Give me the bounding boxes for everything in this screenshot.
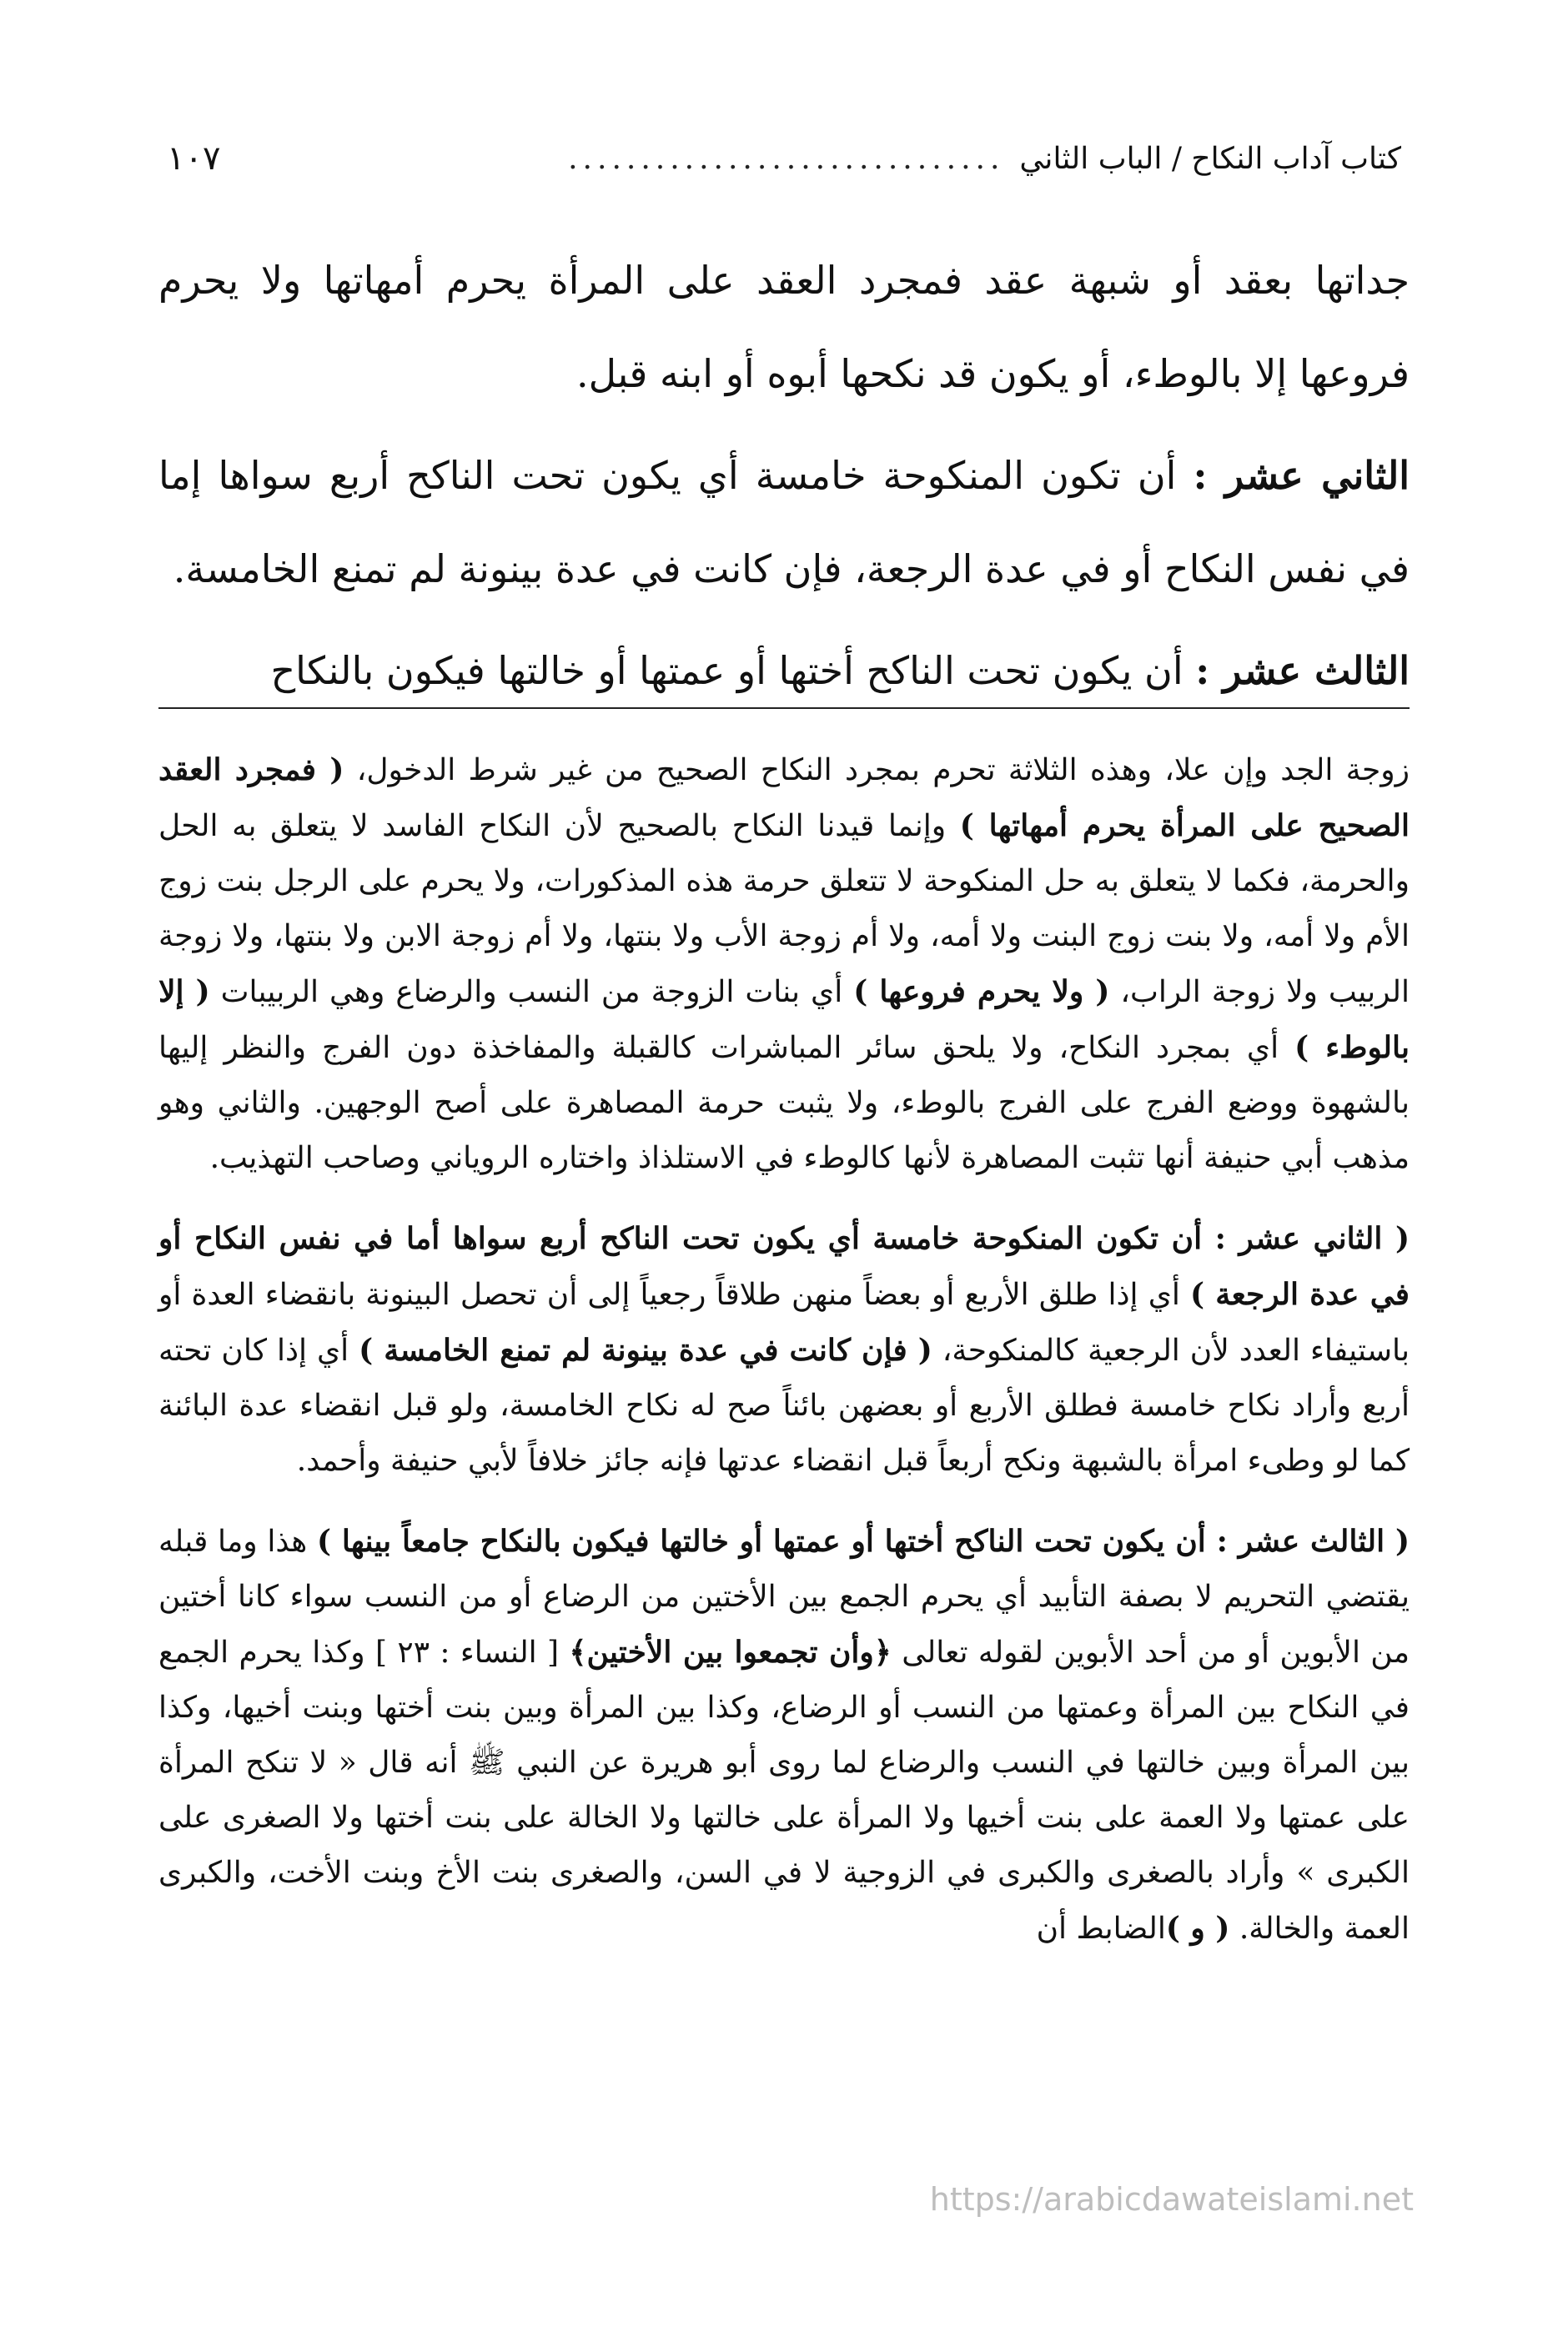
watermark-url: https://arabicdawateislami.net	[929, 2181, 1414, 2218]
quoted-matn: ( إلا بالوطء )	[158, 974, 1410, 1065]
main-paragraph-2	[158, 429, 1410, 616]
leader-dots: ..............................	[568, 141, 1005, 176]
quoted-matn: ( فإن كانت في عدة بينونة لم تمنع الخامسة )	[359, 1333, 932, 1368]
page-number: ١٠٧	[167, 139, 221, 178]
item-label-13: الثالث عشر :	[1195, 648, 1410, 693]
quoted-matn: ( الثاني عشر : أن تكون المنكوحة خامسة أي يكون تحت الناكح أربع سواها أما في نفس النكاح أو في عدة الرجعة )	[158, 1221, 1410, 1312]
commentary-text: [ النساء : ٢٣ ] وكذا يحرم الجمع في النكاح بين المرأة وعمتها من النسب أو الرضاع، وكذا بين المرأة وبين بنت أختها وبنت أخيها، وكذا بين المرأة وبين خالتها في النسب والرضاع لما روى أبو هريرة عن النبي ﷺ أنه قال « لا تنكح المرأة على عمتها ولا العمة على بنت أخيها ولا المرأة على خالتها ولا الخالة على بنت أختها ولا الصغرى على الكبرى » وأراد بالصغرى والكبرى في الزوجية لا في السن، والصغرى بنت الأخ وبنت الأخت، والكبرى العمة والخالة.	[158, 1636, 1410, 1946]
commentary-text: أي إذا طلق الأربع أو بعضاً منهن طلاقاً رجعياً إلى أن تحصل البينونة بانقضاء العدة أو باستيفاء العدد لأن الرجعية كالمنكوحة،	[158, 1278, 1410, 1368]
main-paragraph-1: جداتها بعقد أو شبهة عقد فمجرد العقد على المرأة يحرم أمهاتها ولا يحرم فروعها إلا بالوطء، أو يكون قد نكحها أبوه أو ابنه قبل.	[158, 258, 1410, 396]
quoted-matn: ( الثالث عشر : أن يكون تحت الناكح أختها أو عمتها أو خالتها فيكون بالنكاح جامعاً بينها )	[317, 1524, 1410, 1559]
commentary-text: أي إذا كان تحته أربع وأراد نكاح خامسة فطلق الأربع أو بعضهن بائناً صح له نكاح الخامسة، ولو قبل انقضاء عدة البائنة كما لو وطىء امرأة بالشبهة ونكح أربعاً قبل انقضاء عدتها فإنه جائز خلافاً لأبي حنيفة وأحمد.	[158, 1334, 1410, 1478]
commentary-text: أي بنات الزوجة من النسب والرضاع وهي الربيبات	[209, 975, 854, 1009]
chapter-title: كتاب آداب النكاح / الباب الثاني	[1019, 141, 1401, 176]
commentary-text: هذا وما قبله يقتضي التحريم لا بصفة التأبيد أي يحرم الجمع بين الأختين من الرضاع أو من النسب سواء كانا أختين من الأبوين أو من أحد الأبوين لقوله تعالى	[158, 1525, 1410, 1670]
commentary-paragraph-1	[158, 742, 1410, 1186]
commentary-text: وإنما قيدنا النكاح بالصحيح لأن النكاح الفاسد لا يتعلق به الحل والحرمة، فكما لا يتعلق به حل المنكوحة لا تتعلق حرمة هذه المذكورات، ولا يحرم على الرجل بنت زوج الأم ولا أمه، ولا بنت زوج البنت ولا أمه، ولا أم زوجة الأب ولا بنتها، ولا أم زوجة الابن ولا بنتها، ولا زوجة الربيب ولا زوجة الراب،	[158, 809, 1410, 1009]
commentary-paragraph-2	[158, 1211, 1410, 1489]
quoted-matn: ( فمجرد العقد الصحيح على المرأة يحرم أمهاتها )	[158, 752, 1410, 843]
quoted-matn: ( ولا يحرم فروعها )	[853, 974, 1110, 1009]
commentary-text: أي بمجرد النكاح، ولا يلحق سائر المباشرات كالقبلة والمفاخذة دون الفرج والنظر إليها بالشهوة ووضع الفرج على الفرج بالوطء، ولا يثبت حرمة المصاهرة على أصح الوجهين. والثاني وهو مذهب أبي حنيفة أنها تثبت المصاهرة لأنها كالوطء في الاستلذاذ واختاره الروياني وصاحب التهذيب.	[158, 1031, 1410, 1175]
item-text-12: أن تكون المنكوحة خامسة أي يكون تحت الناكح أربع سواها إما في نفس النكاح أو في عدة الرجعة، فإن كانت في عدة بينونة لم تمنع الخامسة.	[158, 453, 1410, 591]
main-text	[158, 234, 1410, 726]
footnote-divider	[158, 707, 1410, 709]
commentary-text: الضابط أن	[1036, 1912, 1166, 1946]
quoted-matn: ( و )	[1165, 1911, 1230, 1946]
commentary-paragraph-3	[158, 1514, 1410, 1957]
quran-quote: ﴿وأن تجمعوا بين الأختين﴾	[569, 1635, 892, 1670]
item-text-13: أن يكون تحت الناكح أختها أو عمتها أو خالتها فيكون بالنكاح	[270, 648, 1196, 693]
main-paragraph-3	[158, 624, 1410, 717]
item-label-12: الثاني عشر :	[1193, 453, 1410, 498]
commentary	[158, 742, 1410, 1982]
commentary-text: زوجة الجد وإن علا، وهذه الثلاثة تحرم بمجرد النكاح الصحيح من غير شرط الدخول،	[344, 753, 1410, 787]
running-header	[167, 125, 1401, 192]
